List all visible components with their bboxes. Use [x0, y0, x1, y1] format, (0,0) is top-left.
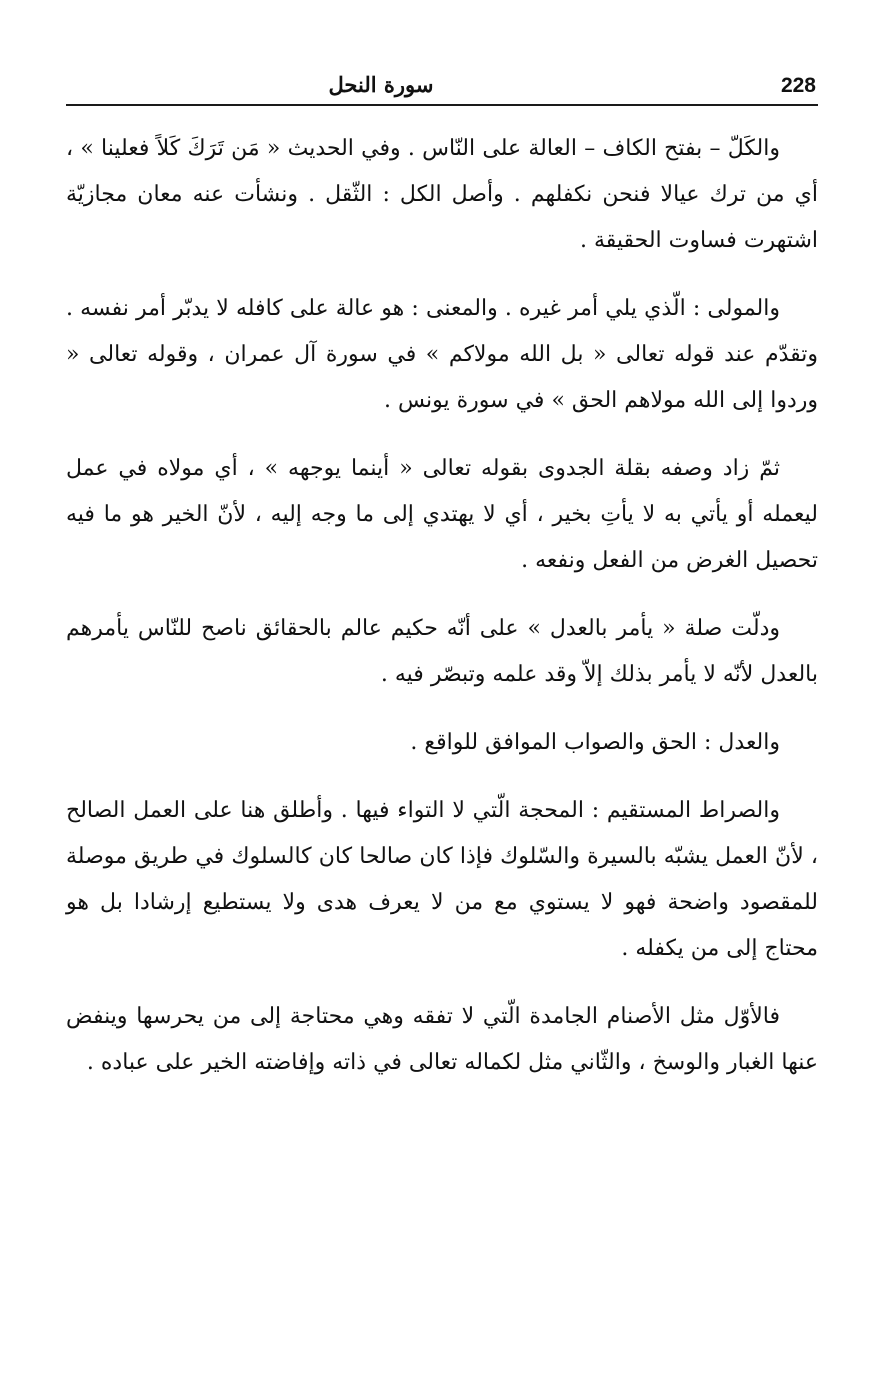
paragraph: ودلّت صلة « يأمر بالعدل » على أنّه حكيم عالم بالحقائق ناصح للنّاس يأمرهم بالعدل لأنّه لا يأمر بذلك إلاّ وقد علمه وتبصّر فيه . [66, 616, 818, 687]
paragraph: والصراط المستقيم : المحجة الّتي لا التواء فيها . وأطلق هنا على العمل الصالح ، لأنّ العمل يشبّه بالسيرة والسّلوك فإذا كان صالحا كان كالسلوك في طريق موصلة للمقصود واضحة فهو لا يستوي مع من لا يعرف هدى ولا يستطيع إرشادا بل هو محتاج إلى من يكفله . [66, 798, 818, 961]
page-header [66, 70, 818, 106]
paragraph: والعدل : الحق والصواب الموافق للواقع . [410, 730, 780, 755]
page-body [66, 126, 818, 1086]
paragraph: والمولى : الّذي يلي أمر غيره . والمعنى : هو عالة على كافله لا يدبّر أمر نفسه . وتقدّم عند قوله تعالى « بل الله مولاكم » في سورة آل عمران ، وقوله تعالى « وردوا إلى الله مولاهم الحق » في سورة يونس . [66, 296, 818, 413]
paragraph: ثمّ زاد وصفه بقلة الجدوى بقوله تعالى « أينما يوجهه » ، أي مولاه في عمل ليعمله أو يأتي به لا يأتِ بخير ، أي لا يهتدي إلى ما وجه إليه ، لأنّ الخير هو ما فيه تحصيل الغرض من الفعل ونفعه . [66, 456, 818, 573]
paragraph: فالأوّل مثل الأصنام الجامدة الّتي لا تفقه وهي محتاجة إلى من يحرسها وينفض عنها الغبار والوسخ ، والثّاني مثل لكماله تعالى في ذاته وإفاضته الخير على عباده . [66, 1004, 818, 1075]
paragraph: والكَلّ – بفتح الكاف – العالة على النّاس . وفي الحديث « مَن تَرَكَ كَلاً فعلينا » ، أي من ترك عيالا فنحن نكفلهم . وأصل الكل : الثّقل . ونشأت عنه معان مجازيّة اشتهرت فساوت الحقيقة . [66, 136, 818, 253]
book-page [66, 70, 818, 1108]
page-number: 228 [780, 74, 816, 97]
running-title: سورة النحل [328, 72, 434, 97]
